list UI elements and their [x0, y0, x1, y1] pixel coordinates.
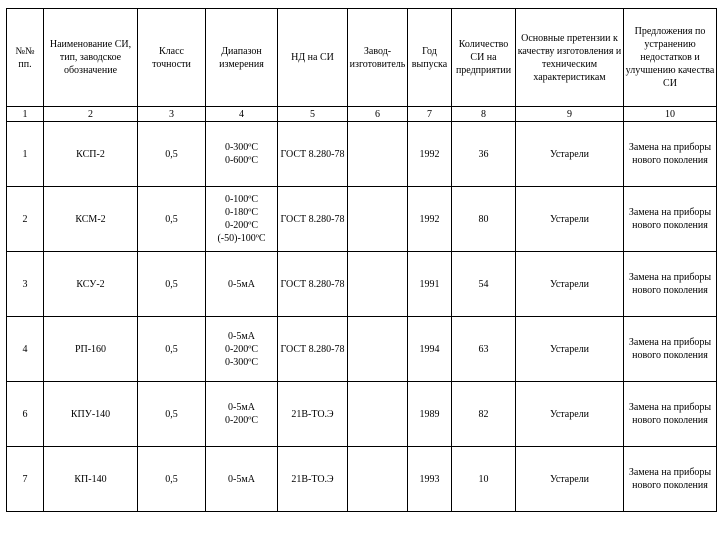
claims-cell: Устарели: [516, 187, 624, 252]
column-number: 10: [624, 107, 717, 122]
table-row: [7, 122, 717, 187]
column-number: 5: [278, 107, 348, 122]
row-number-cell: 1: [7, 122, 44, 187]
range-line: 0-300ºС: [224, 356, 259, 368]
instrument-name-cell: КПУ-140: [44, 382, 138, 447]
range-line: 0-100ºС: [224, 194, 259, 205]
instrument-name-cell: КСМ-2: [44, 187, 138, 252]
normative-doc-cell: ГОСТ 8.280-78: [278, 122, 348, 187]
proposal-cell: Замена на приборы нового поколения: [624, 122, 717, 187]
normative-doc-cell: ГОСТ 8.280-78: [278, 252, 348, 317]
measurement-range-cell: [206, 317, 278, 382]
row-number-cell: 6: [7, 382, 44, 447]
accuracy-class-cell: 0,5: [138, 187, 206, 252]
claims-cell: Устарели: [516, 122, 624, 187]
column-number: 4: [206, 107, 278, 122]
year-of-issue-cell: 1992: [408, 187, 452, 252]
measurement-range-cell: [206, 122, 278, 187]
range-line: 0-5мА: [228, 278, 255, 290]
instrument-name-cell: РП-160: [44, 317, 138, 382]
accuracy-class-cell: 0,5: [138, 122, 206, 187]
table-row: [7, 187, 717, 252]
column-number: 9: [516, 107, 624, 122]
manufacturer-cell: [348, 122, 408, 187]
column-number-row: [7, 107, 717, 122]
table-row: [7, 252, 717, 317]
year-of-issue-cell: 1991: [408, 252, 452, 317]
quantity-cell: 54: [452, 252, 516, 317]
header-cell: Завод-изготовитель: [348, 9, 408, 107]
normative-doc-cell: ГОСТ 8.280-78: [278, 187, 348, 252]
quantity-cell: 63: [452, 317, 516, 382]
accuracy-class-cell: 0,5: [138, 252, 206, 317]
quantity-cell: 80: [452, 187, 516, 252]
header-cell: Диапазон измерения: [206, 9, 278, 107]
row-number-cell: 4: [7, 317, 44, 382]
quantity-cell: 36: [452, 122, 516, 187]
year-of-issue-cell: 1989: [408, 382, 452, 447]
header-cell: №№ пп.: [7, 9, 44, 107]
header-cell: Основные претензии к качеству изготовления и техническим характеристикам: [516, 9, 624, 107]
instrument-name-cell: КСУ-2: [44, 252, 138, 317]
row-number-cell: 3: [7, 252, 44, 317]
range-line: 0-200ºС: [224, 343, 259, 355]
range-line: 0-600ºС: [224, 155, 259, 166]
column-number: 6: [348, 107, 408, 122]
measurement-range-cell: [206, 252, 278, 317]
range-line: (-50)-100ºС: [217, 233, 266, 244]
instrument-name-cell: КСП-2: [44, 122, 138, 187]
range-line: 0-5мА: [228, 402, 255, 413]
year-of-issue-cell: 1993: [408, 447, 452, 512]
year-of-issue-cell: 1992: [408, 122, 452, 187]
normative-doc-cell: 21В-ТО.Э: [278, 447, 348, 512]
column-number: 2: [44, 107, 138, 122]
quantity-cell: 82: [452, 382, 516, 447]
measurement-range-cell: [206, 187, 278, 252]
claims-cell: Устарели: [516, 382, 624, 447]
instrument-name-cell: КП-140: [44, 447, 138, 512]
year-of-issue-cell: 1994: [408, 317, 452, 382]
table-row: [7, 317, 717, 382]
column-number: 8: [452, 107, 516, 122]
claims-cell: Устарели: [516, 317, 624, 382]
normative-doc-cell: ГОСТ 8.280-78: [278, 317, 348, 382]
column-number: 7: [408, 107, 452, 122]
header-row: [7, 9, 717, 107]
row-number-cell: 7: [7, 447, 44, 512]
accuracy-class-cell: 0,5: [138, 447, 206, 512]
claims-cell: Устарели: [516, 447, 624, 512]
header-cell: Предложения по устранению недостатков и улучшению качества СИ: [624, 9, 717, 107]
range-line: 0-200ºС: [224, 220, 259, 231]
manufacturer-cell: [348, 317, 408, 382]
quantity-cell: 10: [452, 447, 516, 512]
proposal-cell: Замена на приборы нового поколения: [624, 447, 717, 512]
column-number: 3: [138, 107, 206, 122]
proposal-cell: Замена на приборы нового поколения: [624, 317, 717, 382]
range-line: 0-300ºС: [224, 142, 259, 153]
row-number-cell: 2: [7, 187, 44, 252]
header-cell: Класс точности: [138, 9, 206, 107]
manufacturer-cell: [348, 447, 408, 512]
claims-cell: Устарели: [516, 252, 624, 317]
proposal-cell: Замена на приборы нового поколения: [624, 252, 717, 317]
instruments-table: [6, 8, 717, 512]
manufacturer-cell: [348, 187, 408, 252]
range-line: 0-200ºС: [224, 415, 259, 426]
accuracy-class-cell: 0,5: [138, 317, 206, 382]
header-cell: Наименование СИ, тип, заводское обозначение: [44, 9, 138, 107]
table-row: [7, 447, 717, 512]
proposal-cell: Замена на приборы нового поколения: [624, 382, 717, 447]
measurement-range-cell: [206, 382, 278, 447]
proposal-cell: Замена на приборы нового поколения: [624, 187, 717, 252]
table-row: [7, 382, 717, 447]
normative-doc-cell: 21В-ТО.Э: [278, 382, 348, 447]
column-number: 1: [7, 107, 44, 122]
header-cell: Год выпуска: [408, 9, 452, 107]
header-cell: Количество СИ на предприятии: [452, 9, 516, 107]
range-line: 0-5мА: [228, 330, 255, 342]
accuracy-class-cell: 0,5: [138, 382, 206, 447]
header-cell: НД на СИ: [278, 9, 348, 107]
measurement-range-cell: [206, 447, 278, 512]
manufacturer-cell: [348, 252, 408, 317]
manufacturer-cell: [348, 382, 408, 447]
range-line: 0-180ºС: [224, 207, 259, 218]
range-line: 0-5мА: [228, 473, 255, 485]
